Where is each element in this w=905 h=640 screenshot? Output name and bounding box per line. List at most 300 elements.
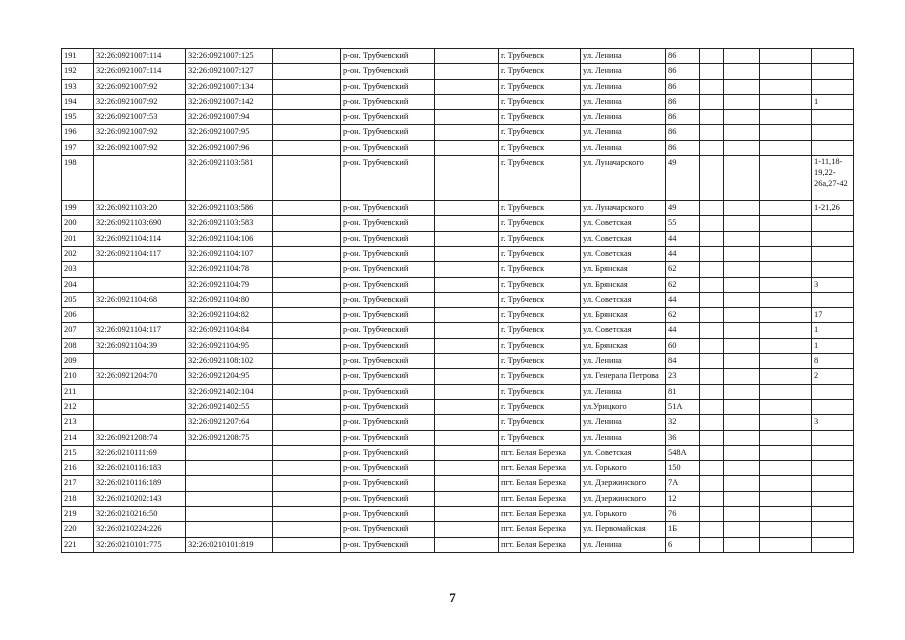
cell-house-number: 86 bbox=[666, 94, 700, 109]
cell-cadastral-number-parent: 32:26:0921103:20 bbox=[94, 201, 186, 216]
cell-settlement: г. Трубчевск bbox=[499, 79, 581, 94]
cell-street: ул. Ленина bbox=[581, 49, 666, 64]
cell-house-number: 44 bbox=[666, 231, 700, 246]
table-row bbox=[62, 201, 854, 216]
cell-col-4 bbox=[273, 338, 341, 353]
cell-street: ул. Первомайская bbox=[581, 522, 666, 537]
cell-apartments bbox=[812, 262, 854, 277]
cell-col-10 bbox=[700, 491, 724, 506]
cell-district: р-он. Трубчевский bbox=[341, 277, 435, 292]
cell-cadastral-number: 32:26:0921104:82 bbox=[186, 308, 273, 323]
cell-street: ул.Урицкого bbox=[581, 399, 666, 414]
cell-house-number: 7А bbox=[666, 476, 700, 491]
cell-cadastral-number-parent: 32:26:0210216:50 bbox=[94, 507, 186, 522]
cell-street: ул. Ленина bbox=[581, 430, 666, 445]
cell-col-6 bbox=[435, 507, 499, 522]
cell-col-11 bbox=[724, 262, 760, 277]
cell-cadastral-number bbox=[186, 476, 273, 491]
cell-col-4 bbox=[273, 445, 341, 460]
cell-col-6 bbox=[435, 246, 499, 261]
cell-street: ул. Брянская bbox=[581, 308, 666, 323]
cell-apartments bbox=[812, 246, 854, 261]
cell-district: р-он. Трубчевский bbox=[341, 140, 435, 155]
cell-col-12 bbox=[760, 399, 812, 414]
cell-cadastral-number-parent: 32:26:0921007:92 bbox=[94, 79, 186, 94]
table-row bbox=[62, 277, 854, 292]
cell-cadastral-number-parent bbox=[94, 262, 186, 277]
cell-col-12 bbox=[760, 79, 812, 94]
cell-col-11 bbox=[724, 79, 760, 94]
cell-house-number: 49 bbox=[666, 156, 700, 201]
cell-district: р-он. Трубчевский bbox=[341, 262, 435, 277]
cell-cadastral-number-parent: 32:26:0921103:690 bbox=[94, 216, 186, 231]
cell-col-12 bbox=[760, 140, 812, 155]
cell-col-12 bbox=[760, 369, 812, 384]
cell-row-number: 210 bbox=[62, 369, 94, 384]
cell-cadastral-number bbox=[186, 522, 273, 537]
table-row bbox=[62, 338, 854, 353]
cell-col-4 bbox=[273, 369, 341, 384]
cell-col-4 bbox=[273, 94, 341, 109]
cell-cadastral-number-parent: 32:26:0921204:70 bbox=[94, 369, 186, 384]
cell-apartments bbox=[812, 522, 854, 537]
cell-col-10 bbox=[700, 277, 724, 292]
cell-col-10 bbox=[700, 507, 724, 522]
cell-col-10 bbox=[700, 445, 724, 460]
cell-col-11 bbox=[724, 384, 760, 399]
table-row bbox=[62, 399, 854, 414]
cell-cadastral-number-parent: 32:26:0921007:92 bbox=[94, 94, 186, 109]
cell-house-number: 150 bbox=[666, 461, 700, 476]
cell-col-6 bbox=[435, 476, 499, 491]
cell-cadastral-number-parent: 32:26:0210224:226 bbox=[94, 522, 186, 537]
cell-cadastral-number: 32:26:0921104:106 bbox=[186, 231, 273, 246]
cell-row-number: 195 bbox=[62, 110, 94, 125]
cell-col-4 bbox=[273, 201, 341, 216]
cell-settlement: г. Трубчевск bbox=[499, 384, 581, 399]
table-row bbox=[62, 231, 854, 246]
cell-apartments bbox=[812, 537, 854, 552]
table-row bbox=[62, 292, 854, 307]
cell-house-number: 44 bbox=[666, 292, 700, 307]
cell-house-number: 81 bbox=[666, 384, 700, 399]
cell-district: р-он. Трубчевский bbox=[341, 49, 435, 64]
cell-col-12 bbox=[760, 338, 812, 353]
table-row bbox=[62, 384, 854, 399]
cell-cadastral-number-parent: 32:26:0921007:92 bbox=[94, 125, 186, 140]
cell-col-4 bbox=[273, 262, 341, 277]
cell-house-number: 86 bbox=[666, 79, 700, 94]
cell-house-number: 548А bbox=[666, 445, 700, 460]
cell-settlement: г. Трубчевск bbox=[499, 308, 581, 323]
cell-house-number: 44 bbox=[666, 246, 700, 261]
cell-cadastral-number: 32:26:0921103:583 bbox=[186, 216, 273, 231]
cell-house-number: 86 bbox=[666, 140, 700, 155]
cell-cadastral-number: 32:26:0921104:80 bbox=[186, 292, 273, 307]
cell-cadastral-number-parent bbox=[94, 354, 186, 369]
cell-district: р-он. Трубчевский bbox=[341, 216, 435, 231]
cell-apartments: 8 bbox=[812, 354, 854, 369]
cell-col-11 bbox=[724, 430, 760, 445]
cell-cadastral-number bbox=[186, 445, 273, 460]
cell-col-12 bbox=[760, 94, 812, 109]
cell-col-4 bbox=[273, 308, 341, 323]
cell-cadastral-number-parent bbox=[94, 277, 186, 292]
cell-row-number: 196 bbox=[62, 125, 94, 140]
cell-apartments bbox=[812, 125, 854, 140]
cell-cadastral-number: 32:26:0921007:142 bbox=[186, 94, 273, 109]
cell-col-6 bbox=[435, 79, 499, 94]
cell-col-6 bbox=[435, 262, 499, 277]
cell-col-12 bbox=[760, 522, 812, 537]
cell-col-11 bbox=[724, 94, 760, 109]
cell-row-number: 199 bbox=[62, 201, 94, 216]
cell-settlement: г. Трубчевск bbox=[499, 415, 581, 430]
cell-row-number: 216 bbox=[62, 461, 94, 476]
cell-cadastral-number: 32:26:0921208:75 bbox=[186, 430, 273, 445]
cell-cadastral-number: 32:26:0921007:127 bbox=[186, 64, 273, 79]
cell-street: ул. Ленина bbox=[581, 64, 666, 79]
cell-col-10 bbox=[700, 49, 724, 64]
cell-district: р-он. Трубчевский bbox=[341, 323, 435, 338]
cell-row-number: 205 bbox=[62, 292, 94, 307]
cell-col-4 bbox=[273, 292, 341, 307]
cell-settlement: г. Трубчевск bbox=[499, 216, 581, 231]
cell-col-12 bbox=[760, 323, 812, 338]
cell-col-4 bbox=[273, 491, 341, 506]
cell-apartments bbox=[812, 491, 854, 506]
cell-col-12 bbox=[760, 308, 812, 323]
cell-settlement: г. Трубчевск bbox=[499, 292, 581, 307]
cell-col-4 bbox=[273, 64, 341, 79]
table-row bbox=[62, 79, 854, 94]
cell-col-12 bbox=[760, 491, 812, 506]
cell-cadastral-number-parent bbox=[94, 399, 186, 414]
cell-col-6 bbox=[435, 94, 499, 109]
cell-col-6 bbox=[435, 140, 499, 155]
cell-cadastral-number: 32:26:0921204:95 bbox=[186, 369, 273, 384]
cell-row-number: 217 bbox=[62, 476, 94, 491]
cell-col-10 bbox=[700, 537, 724, 552]
cell-col-6 bbox=[435, 308, 499, 323]
cell-col-12 bbox=[760, 384, 812, 399]
cell-cadastral-number-parent: 32:26:0210111:69 bbox=[94, 445, 186, 460]
cell-district: р-он. Трубчевский bbox=[341, 338, 435, 353]
cell-col-4 bbox=[273, 231, 341, 246]
cell-settlement: г. Трубчевск bbox=[499, 262, 581, 277]
cell-col-6 bbox=[435, 399, 499, 414]
cell-street: ул. Ленина bbox=[581, 354, 666, 369]
cell-col-6 bbox=[435, 522, 499, 537]
cell-street: ул. Горького bbox=[581, 461, 666, 476]
cell-street: ул. Ленина bbox=[581, 79, 666, 94]
cell-district: р-он. Трубчевский bbox=[341, 354, 435, 369]
cell-cadastral-number-parent: 32:26:0921104:39 bbox=[94, 338, 186, 353]
cell-row-number: 194 bbox=[62, 94, 94, 109]
cell-col-12 bbox=[760, 507, 812, 522]
cell-apartments bbox=[812, 49, 854, 64]
cell-row-number: 204 bbox=[62, 277, 94, 292]
cell-col-10 bbox=[700, 338, 724, 353]
cell-row-number: 192 bbox=[62, 64, 94, 79]
cell-cadastral-number: 32:26:0921007:125 bbox=[186, 49, 273, 64]
cell-col-11 bbox=[724, 201, 760, 216]
cell-street: ул. Советская bbox=[581, 323, 666, 338]
cell-row-number: 212 bbox=[62, 399, 94, 414]
cell-col-11 bbox=[724, 476, 760, 491]
cell-col-10 bbox=[700, 110, 724, 125]
cell-col-12 bbox=[760, 430, 812, 445]
cell-apartments: 2 bbox=[812, 369, 854, 384]
cell-settlement: г. Трубчевск bbox=[499, 125, 581, 140]
cell-col-6 bbox=[435, 537, 499, 552]
cell-apartments: 1-21,26 bbox=[812, 201, 854, 216]
cell-row-number: 198 bbox=[62, 156, 94, 201]
cell-col-10 bbox=[700, 64, 724, 79]
cell-col-6 bbox=[435, 216, 499, 231]
cell-cadastral-number: 32:26:0921103:581 bbox=[186, 156, 273, 201]
cell-col-4 bbox=[273, 415, 341, 430]
cell-street: ул. Советская bbox=[581, 231, 666, 246]
cell-cadastral-number-parent: 32:26:0210116:183 bbox=[94, 461, 186, 476]
cell-cadastral-number-parent bbox=[94, 384, 186, 399]
cell-col-11 bbox=[724, 415, 760, 430]
cell-col-11 bbox=[724, 369, 760, 384]
cell-apartments bbox=[812, 430, 854, 445]
cell-house-number: 23 bbox=[666, 369, 700, 384]
cell-row-number: 202 bbox=[62, 246, 94, 261]
cell-cadastral-number-parent: 32:26:0210101:775 bbox=[94, 537, 186, 552]
cell-col-4 bbox=[273, 384, 341, 399]
cell-col-12 bbox=[760, 354, 812, 369]
table-row bbox=[62, 369, 854, 384]
cell-street: ул. Брянская bbox=[581, 338, 666, 353]
cell-street: ул. Ленина bbox=[581, 94, 666, 109]
cell-cadastral-number: 32:26:0921104:78 bbox=[186, 262, 273, 277]
cell-street: ул. Ленина bbox=[581, 140, 666, 155]
table-row bbox=[62, 64, 854, 79]
cell-house-number: 86 bbox=[666, 64, 700, 79]
cell-col-4 bbox=[273, 277, 341, 292]
cell-col-10 bbox=[700, 94, 724, 109]
cell-district: р-он. Трубчевский bbox=[341, 384, 435, 399]
cell-col-4 bbox=[273, 537, 341, 552]
cell-street: ул. Ленина bbox=[581, 537, 666, 552]
cell-house-number: 36 bbox=[666, 430, 700, 445]
cell-settlement: пгт. Белая Березка bbox=[499, 522, 581, 537]
cell-settlement: г. Трубчевск bbox=[499, 49, 581, 64]
cell-apartments: 1 bbox=[812, 94, 854, 109]
cell-house-number: 86 bbox=[666, 125, 700, 140]
cell-col-4 bbox=[273, 354, 341, 369]
cell-apartments bbox=[812, 461, 854, 476]
cell-district: р-он. Трубчевский bbox=[341, 369, 435, 384]
cell-row-number: 218 bbox=[62, 491, 94, 506]
cell-house-number: 51А bbox=[666, 399, 700, 414]
cell-street: ул. Генерала Петрова bbox=[581, 369, 666, 384]
cell-col-12 bbox=[760, 537, 812, 552]
cell-apartments bbox=[812, 110, 854, 125]
cell-cadastral-number: 32:26:0210101:819 bbox=[186, 537, 273, 552]
table-row bbox=[62, 537, 854, 552]
cell-col-4 bbox=[273, 110, 341, 125]
cell-col-12 bbox=[760, 292, 812, 307]
cell-cadastral-number: 32:26:0921007:95 bbox=[186, 125, 273, 140]
cell-col-12 bbox=[760, 476, 812, 491]
cell-row-number: 201 bbox=[62, 231, 94, 246]
cell-cadastral-number-parent: 32:26:0210202:143 bbox=[94, 491, 186, 506]
cell-cadastral-number: 32:26:0921103:586 bbox=[186, 201, 273, 216]
cell-col-12 bbox=[760, 277, 812, 292]
cell-street: ул. Советская bbox=[581, 292, 666, 307]
cell-col-6 bbox=[435, 110, 499, 125]
cell-settlement: г. Трубчевск bbox=[499, 246, 581, 261]
table-row bbox=[62, 461, 854, 476]
cell-district: р-он. Трубчевский bbox=[341, 461, 435, 476]
cell-settlement: г. Трубчевск bbox=[499, 338, 581, 353]
cell-district: р-он. Трубчевский bbox=[341, 445, 435, 460]
cell-apartments bbox=[812, 79, 854, 94]
cell-col-11 bbox=[724, 399, 760, 414]
cell-settlement: пгт. Белая Березка bbox=[499, 445, 581, 460]
table-row bbox=[62, 49, 854, 64]
cell-cadastral-number-parent: 32:26:0921104:68 bbox=[94, 292, 186, 307]
cell-street: ул. Дзержинского bbox=[581, 491, 666, 506]
cell-street: ул. Луначарского bbox=[581, 201, 666, 216]
cell-district: р-он. Трубчевский bbox=[341, 430, 435, 445]
cell-apartments bbox=[812, 445, 854, 460]
cell-col-11 bbox=[724, 110, 760, 125]
table-row bbox=[62, 445, 854, 460]
cell-apartments: 1-11,18-19,22-26а,27-42 bbox=[812, 156, 854, 201]
cell-col-4 bbox=[273, 522, 341, 537]
table-row bbox=[62, 491, 854, 506]
cell-col-10 bbox=[700, 384, 724, 399]
cell-col-6 bbox=[435, 461, 499, 476]
cell-district: р-он. Трубчевский bbox=[341, 491, 435, 506]
cell-apartments bbox=[812, 384, 854, 399]
cell-cadastral-number-parent: 32:26:0921007:53 bbox=[94, 110, 186, 125]
cell-col-6 bbox=[435, 292, 499, 307]
cell-settlement: г. Трубчевск bbox=[499, 110, 581, 125]
cell-house-number: 60 bbox=[666, 338, 700, 353]
cell-district: р-он. Трубчевский bbox=[341, 125, 435, 140]
cell-district: р-он. Трубчевский bbox=[341, 537, 435, 552]
cell-col-4 bbox=[273, 507, 341, 522]
cell-col-10 bbox=[700, 246, 724, 261]
cell-street: ул. Советская bbox=[581, 216, 666, 231]
cell-cadastral-number-parent: 32:26:0921104:114 bbox=[94, 231, 186, 246]
table-row bbox=[62, 125, 854, 140]
cell-col-12 bbox=[760, 125, 812, 140]
cell-row-number: 208 bbox=[62, 338, 94, 353]
table-row bbox=[62, 522, 854, 537]
cell-street: ул. Брянская bbox=[581, 262, 666, 277]
cell-col-11 bbox=[724, 338, 760, 353]
cell-apartments bbox=[812, 140, 854, 155]
cell-col-10 bbox=[700, 156, 724, 201]
cell-street: ул. Ленина bbox=[581, 415, 666, 430]
table-row bbox=[62, 430, 854, 445]
cell-col-10 bbox=[700, 415, 724, 430]
cell-col-10 bbox=[700, 231, 724, 246]
cell-col-12 bbox=[760, 415, 812, 430]
cell-cadastral-number: 32:26:0921207:64 bbox=[186, 415, 273, 430]
cell-col-10 bbox=[700, 262, 724, 277]
cell-house-number: 86 bbox=[666, 110, 700, 125]
cell-col-11 bbox=[724, 292, 760, 307]
cell-cadastral-number-parent: 32:26:0921208:74 bbox=[94, 430, 186, 445]
cell-col-10 bbox=[700, 461, 724, 476]
cell-col-12 bbox=[760, 461, 812, 476]
cell-cadastral-number-parent: 32:26:0921007:114 bbox=[94, 64, 186, 79]
cell-cadastral-number-parent: 32:26:0921104:117 bbox=[94, 246, 186, 261]
cell-cadastral-number: 32:26:0921104:95 bbox=[186, 338, 273, 353]
cell-street: ул. Ленина bbox=[581, 125, 666, 140]
cell-row-number: 209 bbox=[62, 354, 94, 369]
cell-col-4 bbox=[273, 140, 341, 155]
table-row bbox=[62, 140, 854, 155]
cell-cadastral-number-parent: 32:26:0921007:114 bbox=[94, 49, 186, 64]
cell-row-number: 211 bbox=[62, 384, 94, 399]
cell-apartments bbox=[812, 64, 854, 79]
cell-row-number: 221 bbox=[62, 537, 94, 552]
cell-district: р-он. Трубчевский bbox=[341, 507, 435, 522]
cell-col-11 bbox=[724, 537, 760, 552]
cell-col-4 bbox=[273, 323, 341, 338]
cell-apartments: 1 bbox=[812, 338, 854, 353]
cell-col-11 bbox=[724, 49, 760, 64]
table-row bbox=[62, 94, 854, 109]
cell-settlement: пгт. Белая Березка bbox=[499, 461, 581, 476]
cell-cadastral-number: 32:26:0921007:96 bbox=[186, 140, 273, 155]
cell-house-number: 84 bbox=[666, 354, 700, 369]
cell-settlement: г. Трубчевск bbox=[499, 140, 581, 155]
cell-col-11 bbox=[724, 277, 760, 292]
cell-district: р-он. Трубчевский bbox=[341, 399, 435, 414]
cell-col-12 bbox=[760, 49, 812, 64]
table-body bbox=[62, 49, 854, 553]
cell-col-11 bbox=[724, 140, 760, 155]
cell-col-12 bbox=[760, 262, 812, 277]
cell-street: ул. Луначарского bbox=[581, 156, 666, 201]
cell-street: ул. Ленина bbox=[581, 110, 666, 125]
cell-apartments: 17 bbox=[812, 308, 854, 323]
cell-col-6 bbox=[435, 491, 499, 506]
cell-apartments: 3 bbox=[812, 415, 854, 430]
cell-col-4 bbox=[273, 476, 341, 491]
cell-row-number: 193 bbox=[62, 79, 94, 94]
cell-cadastral-number-parent bbox=[94, 308, 186, 323]
cell-col-6 bbox=[435, 156, 499, 201]
cell-district: р-он. Трубчевский bbox=[341, 476, 435, 491]
cell-cadastral-number: 32:26:0921104:79 bbox=[186, 277, 273, 292]
cell-settlement: пгт. Белая Березка bbox=[499, 537, 581, 552]
cell-house-number: 55 bbox=[666, 216, 700, 231]
cell-row-number: 213 bbox=[62, 415, 94, 430]
cell-col-6 bbox=[435, 277, 499, 292]
cell-apartments bbox=[812, 292, 854, 307]
cell-col-4 bbox=[273, 125, 341, 140]
cell-settlement: г. Трубчевск bbox=[499, 231, 581, 246]
cell-row-number: 207 bbox=[62, 323, 94, 338]
cell-col-10 bbox=[700, 140, 724, 155]
cell-col-12 bbox=[760, 445, 812, 460]
cell-district: р-он. Трубчевский bbox=[341, 415, 435, 430]
cell-district: р-он. Трубчевский bbox=[341, 308, 435, 323]
cell-district: р-он. Трубчевский bbox=[341, 64, 435, 79]
cell-col-11 bbox=[724, 461, 760, 476]
